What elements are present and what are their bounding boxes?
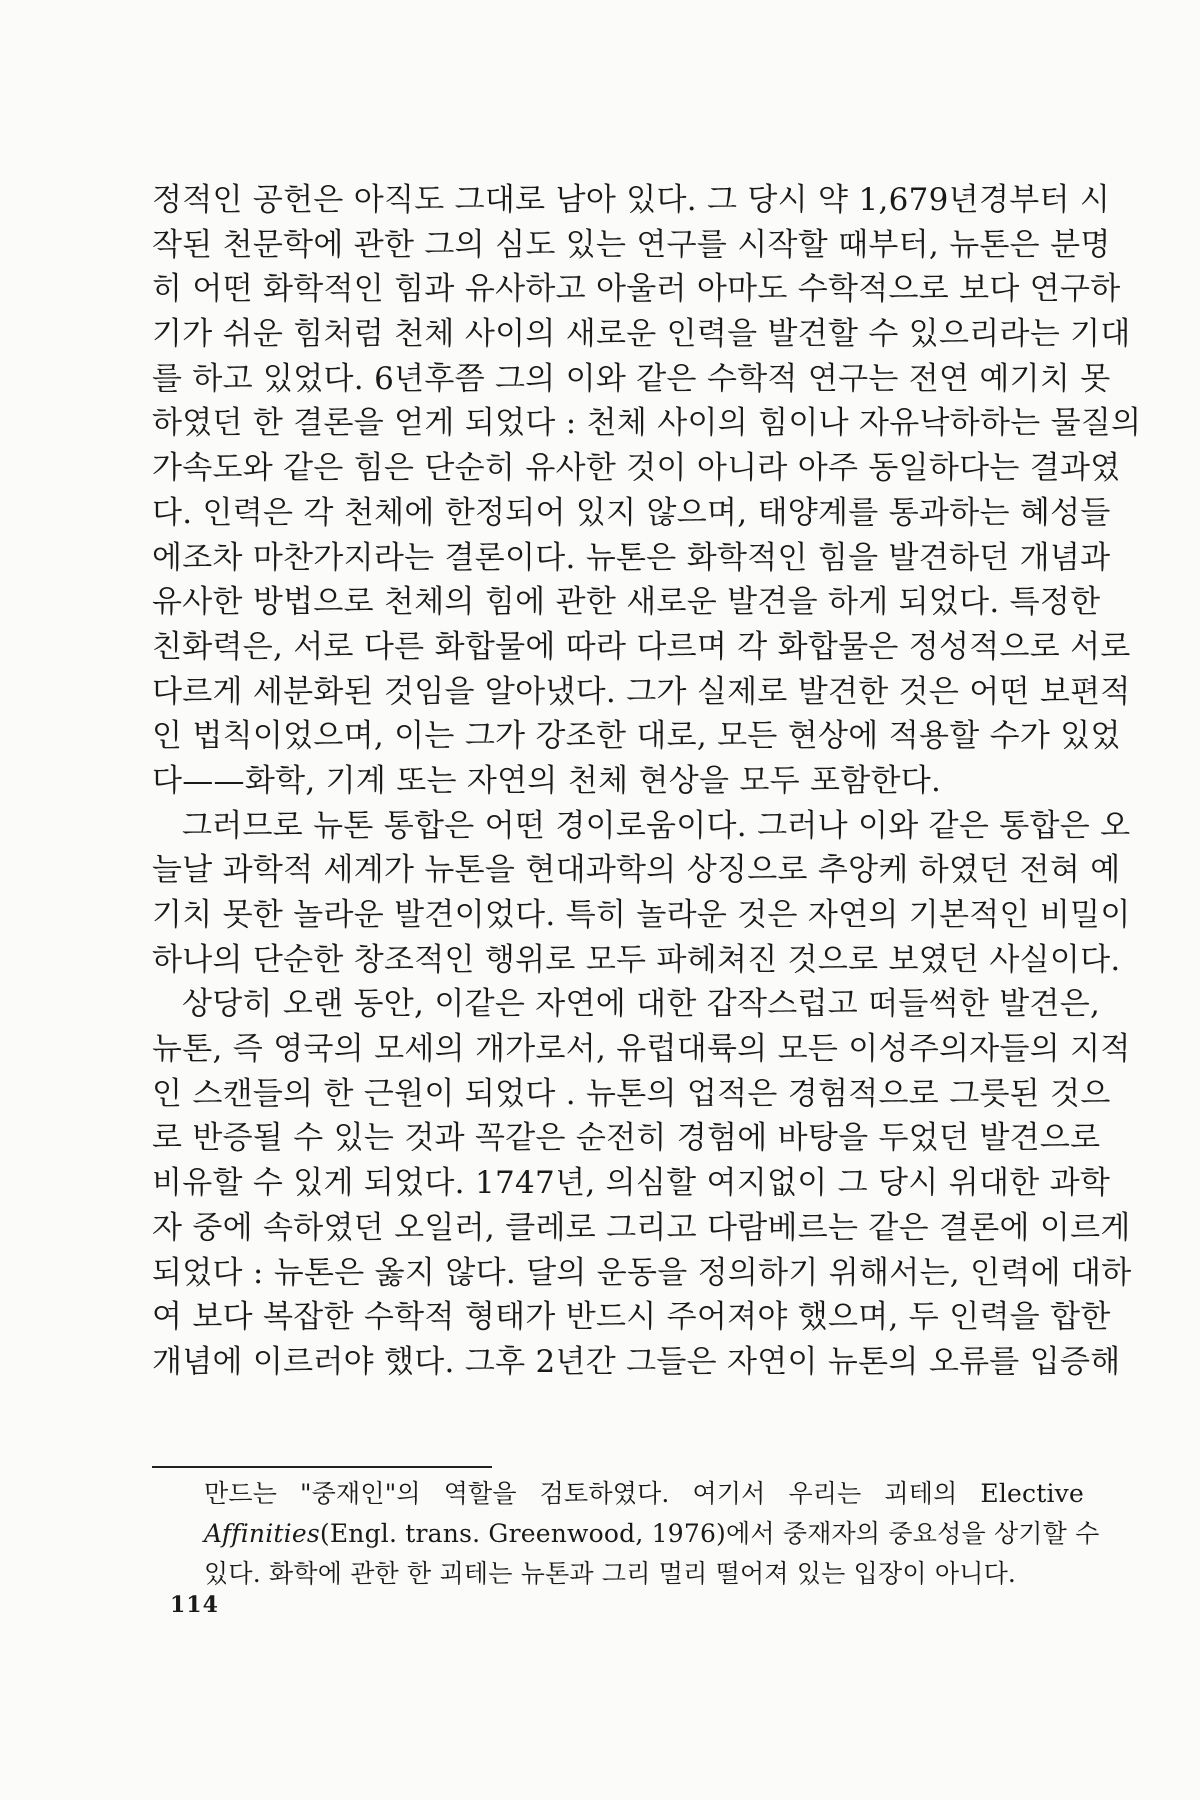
footnote: [204, 1474, 1100, 1594]
footnote-line: 만드는 "중재인"의 역할을 검토하였다. 여기서 우리는 괴테의 Elective: [204, 1479, 1084, 1508]
body-line: 뉴톤, 즉 영국의 모세의 개가로서, 유럽대륙의 모든 이성주의자들의 지적: [152, 1031, 1131, 1068]
body-line: 그러므로 뉴톤 통합은 어떤 경이로움이다. 그러나 이와 같은 통합은 오: [182, 807, 1131, 844]
body-line: 히 어떤 화학적인 힘과 유사하고 아울러 아마도 수학적으로 보다 연구하: [152, 271, 1121, 308]
body-line: 기가 쉬운 힘처럼 천체 사이의 새로운 인력을 발견할 수 있으리라는 기대: [152, 316, 1131, 353]
body-line: 되었다 : 뉴톤은 옳지 않다. 달의 운동을 정의하기 위해서는, 인력에 대하: [152, 1254, 1132, 1291]
body-line: 인 스캔들의 한 근원이 되었다 . 뉴톤의 업적은 경험적으로 그릇된 것으: [152, 1075, 1111, 1112]
body-line: 다르게 세분화된 것임을 알아냈다. 그가 실제로 발견한 것은 어떤 보편적: [152, 673, 1131, 710]
body-line: 비유할 수 있게 되었다. 1747년, 의심할 여지없이 그 당시 위대한 과학: [152, 1165, 1111, 1202]
body-line: 로 반증될 수 있는 것과 꼭같은 순전히 경험에 바탕을 두었던 발견으로: [152, 1120, 1101, 1157]
body-line: 다——화학, 기계 또는 자연의 천체 현상을 모두 포함한다.: [152, 762, 942, 799]
body-line: 에조차 마찬가지라는 결론이다. 뉴톤은 화학적인 힘을 발견하던 개념과: [152, 539, 1111, 576]
body-line: 작된 천문학에 관한 그의 심도 있는 연구를 시작할 때부터, 뉴톤은 분명: [152, 226, 1111, 263]
body-line: 하나의 단순한 창조적인 행위로 모두 파헤쳐진 것으로 보였던 사실이다.: [152, 941, 1121, 978]
footnote-divider: [152, 1466, 492, 1468]
body-line: 기치 못한 놀라운 발견이었다. 특히 놀라운 것은 자연의 기본적인 비밀이: [152, 897, 1131, 933]
body-line: 여 보다 복잡한 수학적 형태가 반드시 주어져야 했으며, 두 인력을 합한: [152, 1299, 1111, 1336]
body-line: 다. 인력은 각 천체에 한정되어 있지 않으며, 태양계를 통과하는 혜성들: [152, 494, 1111, 531]
footnote-line: [204, 1514, 1100, 1554]
page-number: 114: [170, 1592, 219, 1618]
body-line: 늘날 과학적 세계가 뉴톤을 현대과학의 상징으로 추앙케 하였던 전혀 예: [152, 852, 1121, 889]
body-line: 개념에 이르러야 했다. 그후 2년간 그들은 자연이 뉴톤의 오류를 입증해: [152, 1343, 1121, 1380]
body-line: 자 중에 속하였던 오일러, 클레로 그리고 다람베르는 같은 결론에 이르게: [152, 1209, 1131, 1246]
footnote-line: 있다. 화학에 관한 한 괴테는 뉴톤과 그리 멀리 떨어져 있는 입장이 아니다.: [204, 1559, 1017, 1588]
body-line: 가속도와 같은 힘은 단순히 유사한 것이 아니라 아주 동일하다는 결과였: [152, 450, 1121, 487]
body-line: 를 하고 있었다. 6년후쯤 그의 이와 같은 수학적 연구는 전연 예기치 못: [152, 360, 1111, 397]
body-line: 상당히 오랜 동안, 이같은 자연에 대한 갑작스럽고 떠들썩한 발견은,: [182, 986, 1101, 1023]
body-line: 인 법칙이었으며, 이는 그가 강조한 대로, 모든 현상에 적용할 수가 있었: [152, 718, 1121, 755]
footnote-line-text: (Engl. trans. Greenwood, 1976)에서 중재자의 중요성을 상기할 수: [319, 1519, 1100, 1548]
body-line: 유사한 방법으로 천체의 힘에 관한 새로운 발견을 하게 되었다. 특정한: [152, 584, 1101, 621]
body-line: 정적인 공헌은 아직도 그대로 남아 있다. 그 당시 약 1,679년경부터 시: [152, 182, 1111, 218]
body-line: 하였던 한 결론을 얻게 되었다 : 천체 사이의 힘이나 자유낙하하는 물질의: [152, 405, 1142, 442]
body-text: [152, 178, 1142, 1385]
body-line: 친화력은, 서로 다른 화합물에 따라 다르며 각 화합물은 정성적으로 서로: [152, 628, 1131, 665]
footnote-book-title: Affinities: [204, 1519, 320, 1548]
